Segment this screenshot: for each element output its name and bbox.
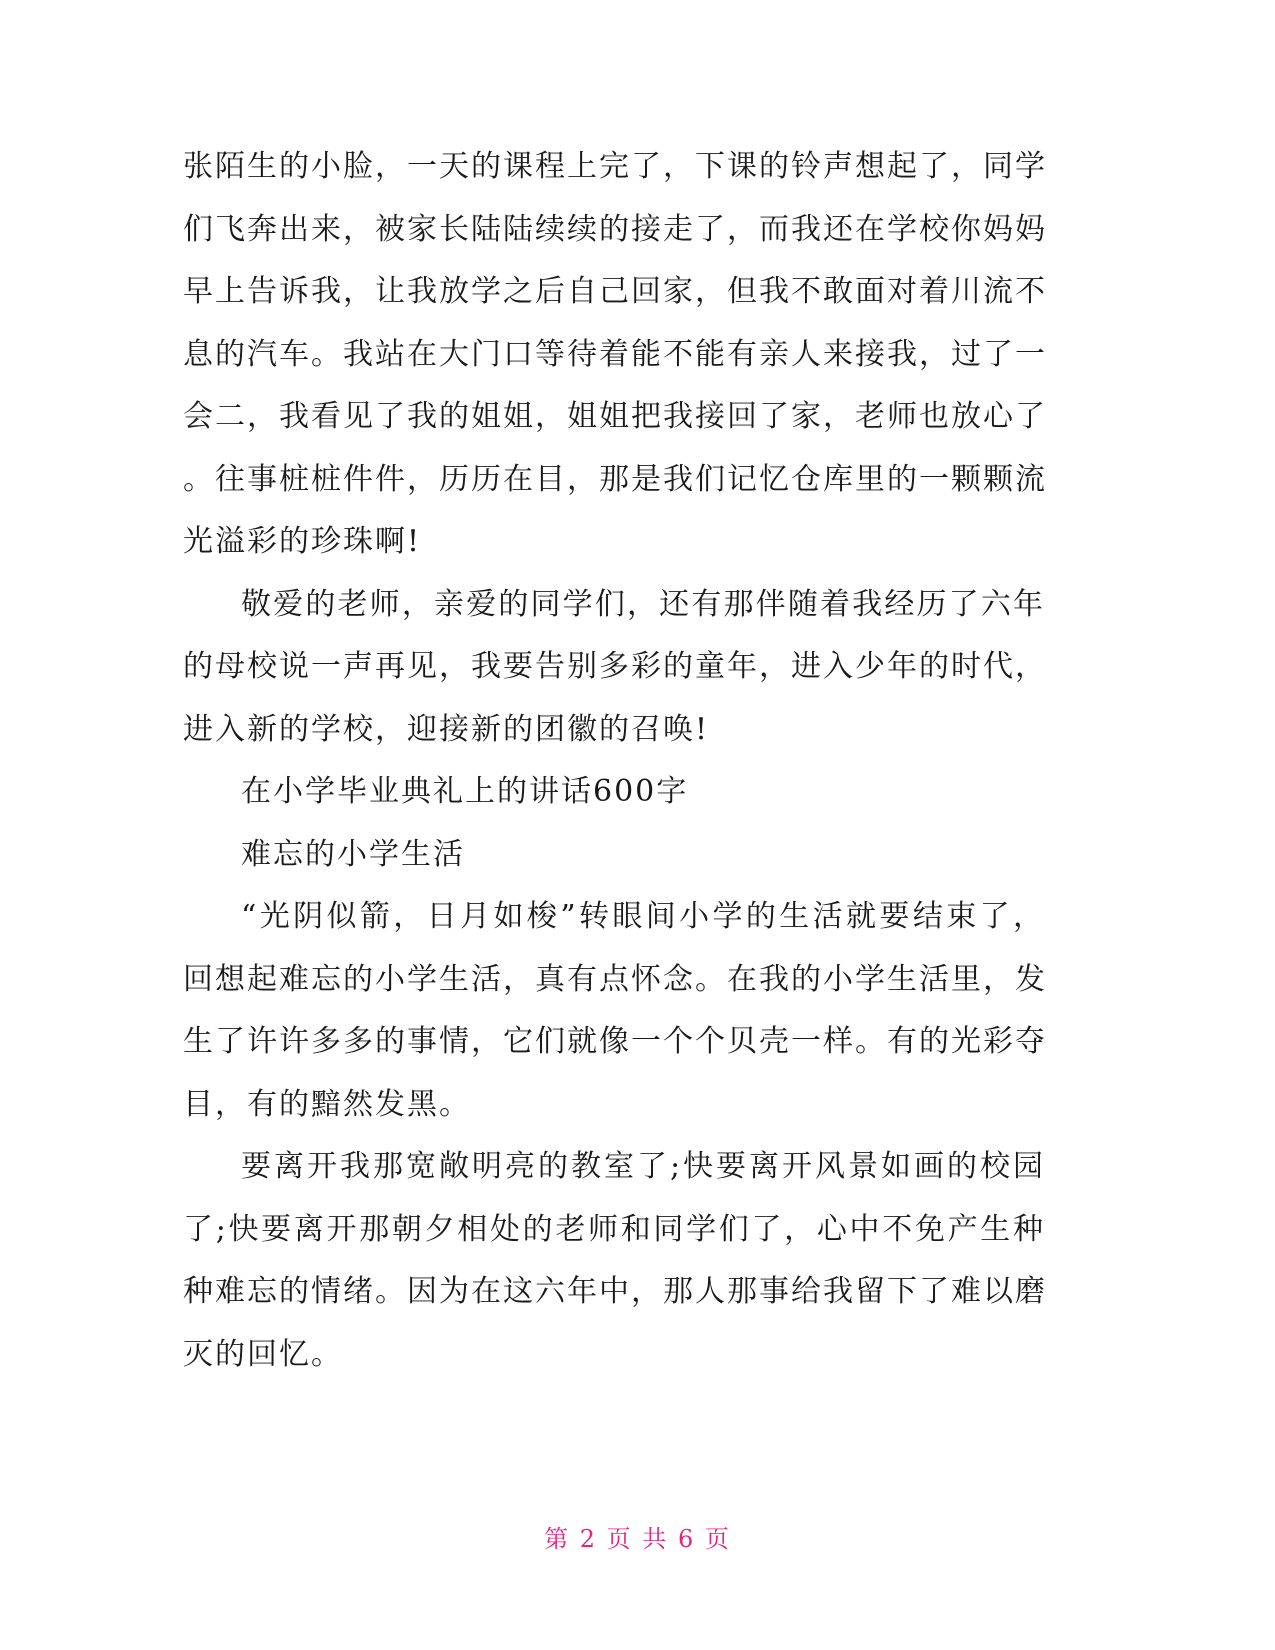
text-line: 的母校说一声再见，我要告别多彩的童年，进入少年的时代， [183,649,1047,684]
text-line: 灭的回忆。 [183,1336,343,1372]
section-title: 在小学毕业典礼上的讲话600字 [241,774,689,809]
text-line: 光溢彩的珍珠啊! [183,524,422,559]
page-indicator: 第 2 页 共 6 页 [544,1525,731,1553]
text-line: 早上告诉我，让我放学之后自己回家，但我不敢面对着川流不 [183,274,1047,309]
text-line: 了;快要离开那朝夕相处的老师和同学们了，心中不免产生种 [183,1211,1045,1247]
text-line: 。往事桩桩件件，历历在目，那是我们记忆仓库里的一颗颗流 [183,461,1047,497]
text-line: 敬爱的老师，亲爱的同学们，还有那伴随着我经历了六年 [241,586,1045,622]
text-line: 回想起难忘的小学生活，真有点怀念。在我的小学生活里，发 [183,961,1047,997]
section-subtitle: 难忘的小学生活 [241,836,465,872]
text-line: 要离开我那宽敞明亮的教室了;快要离开风景如画的校园 [241,1149,1045,1184]
text-line: 息的汽车。我站在大门口等待着能不能有亲人来接我，过了一 [183,336,1047,372]
text-line: 进入新的学校，迎接新的团徽的召唤! [183,711,710,747]
text-line: 会二，我看见了我的姐姐，姐姐把我接回了家，老师也放心了 [183,399,1047,434]
text-line: 们飞奔出来，被家长陆陆续续的接走了，而我还在学校你妈妈 [183,211,1047,247]
text-line: 张陌生的小脸，一天的课程上完了，下课的铃声想起了，同学 [183,149,1047,184]
text-line: 种难忘的情绪。因为在这六年中，那人那事给我留下了难以磨 [183,1274,1047,1309]
text-line: 目，有的黯然发黑。 [183,1086,471,1122]
text-line: “光阴似箭，日月如梭”转眼间小学的生活就要结束了， [241,899,1045,934]
body-text [183,136,1045,1386]
text-line: 生了许许多多的事情，它们就像一个个贝壳一样。有的光彩夺 [183,1024,1047,1059]
